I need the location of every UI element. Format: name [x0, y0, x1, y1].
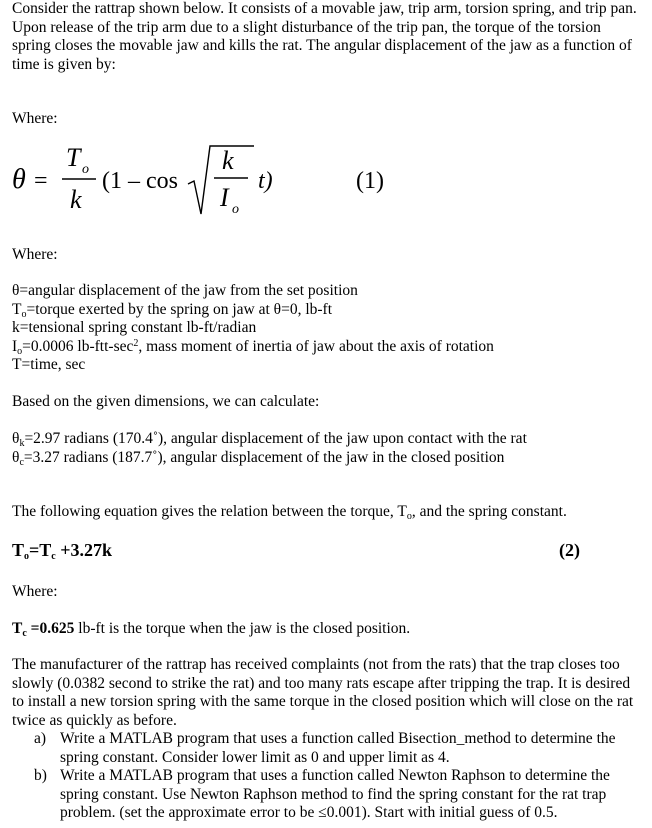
eq1-sqrt-k: k	[222, 146, 234, 175]
task-list	[34, 730, 638, 823]
equation-1	[10, 138, 630, 220]
task-text: Write a MATLAB program that uses a function called Newton Raphson to determine the spring constant. Use Newton Raphson method to find the spring constant for the rat trap problem. (set the approximate error to be ≤0.001). Start with initial guess of 0.5.	[60, 767, 610, 821]
eq1-number: (1)	[356, 168, 384, 194]
def-To: $T_o=torque$ exerted by the spring on jaw at θ=0, lb-ft	[12, 300, 333, 320]
intro-paragraph: Consider the rattrap shown below. It consists of a movable jaw, trip arm, torsion spring, and trip pan. Upon release of the trip arm due to a slight disturbance of the trip pan, the torque of the torsion spring closes the movable jaw and kills the rat. The angular displacement of the jaw as a function of time is given by:	[12, 0, 637, 73]
eq1-one-minus-cos: (1 – cos	[102, 168, 178, 194]
def-theta: θ=angular displacement of the jaw from the set position	[12, 282, 358, 299]
eq1-I: I	[220, 183, 229, 212]
eq1-I-sub: o	[232, 202, 239, 217]
definitions-list	[12, 282, 640, 375]
theta-c-line: $\theta_c=3.27$ radians (187.7˚), angular displacement of the jaw in the closed position	[12, 448, 505, 468]
eq1-T: T	[66, 143, 81, 172]
theta-values	[12, 430, 640, 467]
where-label-2: Where:	[12, 246, 58, 263]
task-label: a)	[34, 730, 47, 747]
based-paragraph: Based on the given dimensions, we can calculate:	[12, 393, 320, 410]
def-T: T=time, sec	[12, 356, 86, 373]
eq2-number: (2)	[559, 540, 580, 560]
where-label-3: Where:	[12, 583, 58, 600]
task-text: Write a MATLAB program that uses a function called Bisection_method to determine the spring constant. Consider lower limit as 0 and upper limit as 4.	[60, 730, 616, 766]
where-label: Where:	[12, 110, 58, 127]
eq1-k: k	[70, 185, 82, 214]
eq1-equals: =	[34, 168, 48, 194]
eq2-expression: $T_o=T_c +3.27k$	[12, 540, 113, 562]
task-label: b)	[34, 767, 47, 784]
def-k: k=tensional spring constant lb-ft/radian	[12, 319, 257, 336]
tc-definition: $T_c =0.625$ lb-ft is the torque when the jaw is the closed position.	[12, 620, 411, 639]
eq1-t-close: t)	[258, 168, 273, 194]
manufacturer-paragraph: The manufacturer of the rattrap has received complaints (not from the rats) that the trap closes too slowly (0.0382 second to strike the rat) and too many rats escape after tripping the trap. It is desired to install a new torsion spring with the same torque in the closed position which will close on the rat twice as quickly as before.	[12, 656, 634, 729]
theta-k-line: $\theta_k=2.97$ radians (170.4˚), angular displacement of the jaw upon contact with the rat	[12, 430, 527, 449]
task-item-a	[34, 730, 638, 767]
equation-2	[12, 541, 640, 560]
eq1-theta: θ	[12, 164, 26, 195]
follow-paragraph: The following equation gives the relation between the torque, $T_o$, and the spring constant.	[12, 503, 567, 522]
task-item-b	[34, 767, 638, 823]
def-Io: $I_o=0.0006$ $lb-ftt-\sec^2$, mass moment of inertia of jaw about the axis of rotation	[12, 337, 494, 357]
eq1-T-sub: o	[82, 162, 89, 177]
